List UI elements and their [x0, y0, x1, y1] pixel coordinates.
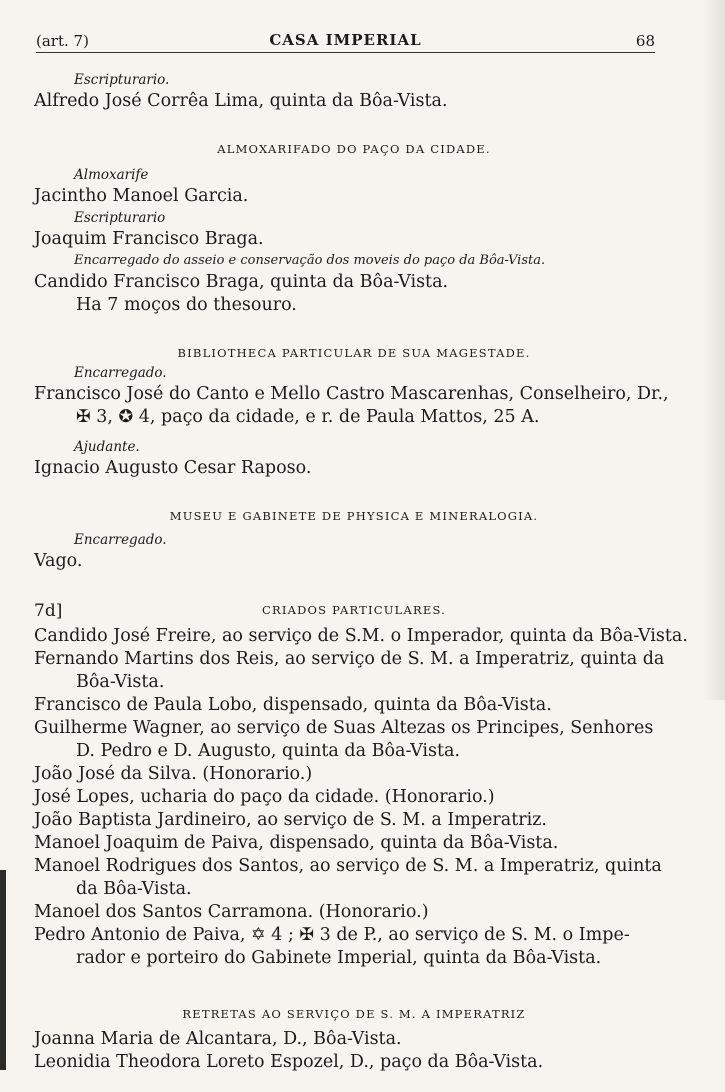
role-title: Escripturario	[74, 210, 166, 226]
binding-edge	[0, 870, 6, 1070]
list-item: João José da Silva. (Honorario.)	[34, 764, 313, 784]
list-item: Pedro Antonio de Paiva, ✡ 4 ; ✠ 3 de P., ao serviço de S. M. o Impe-	[34, 925, 630, 945]
page-number: 68	[635, 32, 655, 50]
entry-line: ✠ 3, ✪ 4, paço da cidade, e r. de Paula Mattos, 25 A.	[76, 407, 540, 427]
list-item: Manoel Rodrigues dos Santos, ao serviço de S. M. a Imperatriz, quinta	[34, 856, 662, 876]
role-title: Encarregado do asseio e conservação dos moveis do paço da Bôa-Vista.	[74, 253, 546, 268]
list-item: da Bôa-Vista.	[76, 879, 192, 899]
entry-line: Candido Francisco Braga, quinta da Bôa-Vista.	[34, 272, 449, 292]
entry-line: Jacintho Manoel Garcia.	[34, 186, 249, 206]
list-item: José Lopes, ucharia do paço da cidade. (Honorario.)	[34, 787, 495, 807]
entry-line: Ignacio Augusto Cesar Raposo.	[34, 458, 312, 478]
list-item: Leonidia Theodora Loreto Espozel, D., paço da Bôa-Vista.	[34, 1052, 544, 1072]
section-heading-row	[34, 599, 674, 625]
page-body	[34, 70, 688, 1074]
section-heading: RETRETAS AO SERVIÇO DE S. M. A IMPERATRIZ	[182, 1007, 526, 1021]
section-heading: ALMOXARIFADO DO PAÇO DA CIDADE.	[217, 142, 491, 156]
article-ref: (art. 7)	[36, 32, 89, 50]
page-header	[36, 28, 655, 53]
list-item: Candido José Freire, ao serviço de S.M. o Imperador, quinta da Bôa-Vista.	[34, 626, 688, 646]
role-title: Escripturario.	[74, 72, 170, 88]
list-item: Fernando Martins dos Reis, ao serviço de S. M. a Imperatriz, quinta da	[34, 649, 665, 669]
role-title: Almoxarife	[74, 167, 149, 183]
list-item: Guilherme Wagner, ao serviço de Suas Altezas os Principes, Senhores	[34, 718, 654, 738]
entry-line: Francisco José do Canto e Mello Castro Mascarenhas, Conselheiro, Dr.,	[34, 384, 669, 404]
role-title: Encarregado.	[74, 365, 167, 381]
list-item: D. Pedro e D. Augusto, quinta da Bôa-Vista.	[76, 741, 461, 761]
list-item: Bôa-Vista.	[76, 672, 165, 692]
role-title: Encarregado.	[74, 532, 167, 548]
section-number: 7d]	[34, 601, 63, 621]
role-title: Ajudante.	[74, 439, 140, 455]
section-heading: MUSEU E GABINETE DE PHYSICA E MINERALOGIA.	[169, 509, 539, 523]
entry-line: Ha 7 moços do thesouro.	[76, 295, 297, 315]
list-item: Manoel Joaquim de Paiva, dispensado, quinta da Bôa-Vista.	[34, 833, 559, 853]
list-item: Manoel dos Santos Carramona. (Honorario.)	[34, 902, 429, 922]
entry-line: Vago.	[34, 551, 83, 571]
entry-line: Joaquim Francisco Braga.	[34, 229, 264, 249]
page-edge-shadow	[703, 0, 725, 700]
section-heading: BIBLIOTHECA PARTICULAR DE SUA MAGESTADE.	[177, 346, 531, 360]
list-item: Joanna Maria de Alcantara, D., Bôa-Vista.	[34, 1029, 402, 1049]
list-item: Francisco de Paula Lobo, dispensado, quinta da Bôa-Vista.	[34, 695, 552, 715]
running-title: CASA IMPERIAL	[269, 31, 422, 49]
section-heading: CRIADOS PARTICULARES.	[262, 603, 446, 617]
list-item: rador e porteiro do Gabinete Imperial, quinta da Bôa-Vista.	[76, 948, 602, 968]
list-item: João Baptista Jardineiro, ao serviço de S. M. a Imperatriz.	[34, 810, 547, 830]
entry-line: Alfredo José Corrêa Lima, quinta da Bôa-Vista.	[34, 91, 448, 111]
